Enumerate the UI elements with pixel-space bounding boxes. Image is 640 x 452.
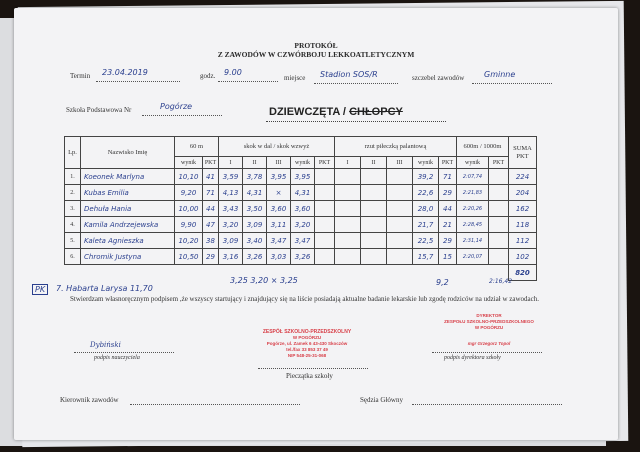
cell-j1[interactable]: 4,13 (219, 185, 243, 201)
total-sum[interactable]: 820 (509, 265, 537, 281)
cell-lp: 4. (65, 217, 81, 233)
cell-rp[interactable] (489, 185, 509, 201)
cell-t2[interactable] (361, 169, 387, 185)
cell-tw[interactable]: 39,2 (413, 169, 439, 185)
cell-t1[interactable] (335, 217, 361, 233)
col-60m: 60 m (175, 137, 219, 157)
stamp-line: mgr Grzegorz Topol (467, 341, 511, 346)
cell-sum[interactable]: 162 (509, 201, 537, 217)
cell-j2[interactable]: 4,31 (243, 185, 267, 201)
cell-r60[interactable]: 10,00 (175, 201, 203, 217)
cell-tw[interactable]: 28,0 (413, 201, 439, 217)
cell-rp[interactable] (489, 201, 509, 217)
sub-i: I (219, 157, 243, 169)
cell-p60[interactable]: 71 (203, 185, 219, 201)
cell-name[interactable]: Kubas Emilia (81, 185, 175, 201)
cell-j1[interactable]: 3,16 (219, 249, 243, 265)
cell-jp[interactable] (315, 233, 335, 249)
cell-t3[interactable] (387, 185, 413, 201)
cell-rw[interactable]: 2:20,26 (457, 201, 489, 217)
cell-r60[interactable]: 10,20 (175, 233, 203, 249)
extra-run: 2:16,42 (489, 278, 513, 285)
cell-rw[interactable]: 2:20,07 (457, 249, 489, 265)
cell-j3[interactable]: 3,11 (267, 217, 291, 233)
cell-j1[interactable]: 3,20 (219, 217, 243, 233)
sub-pkt: PKT (489, 157, 509, 169)
termin-line (96, 81, 180, 82)
cell-p60[interactable]: 41 (203, 169, 219, 185)
cell-name[interactable]: Koeonek Marlyna (81, 169, 175, 185)
cell-t1[interactable] (335, 249, 361, 265)
heading-boys-struck: CHŁOPCY (349, 106, 403, 118)
school-stamp (252, 329, 362, 359)
cell-jw[interactable]: 3,95 (291, 169, 315, 185)
cell-j3[interactable]: 3,95 (267, 169, 291, 185)
cell-r60[interactable]: 9,20 (175, 185, 203, 201)
table-row (65, 185, 537, 201)
cell-j3[interactable]: × (267, 185, 291, 201)
cell-lp: 1. (65, 169, 81, 185)
cell-t1[interactable] (335, 169, 361, 185)
cell-rw[interactable]: 2:07,74 (457, 169, 489, 185)
cell-name[interactable]: Dehuła Hania (81, 201, 175, 217)
protocol-sheet (14, 8, 618, 440)
cell-rp[interactable] (489, 217, 509, 233)
cell-sum[interactable]: 112 (509, 233, 537, 249)
col-run: 600m / 1000m (457, 137, 509, 157)
sub-iii: III (267, 157, 291, 169)
stamp-line: tel./fax 33 853 37 49 (286, 347, 328, 352)
cell-j1[interactable]: 3,59 (219, 169, 243, 185)
protocol-title: PROTOKÓŁ (294, 41, 338, 50)
szczebel-line (472, 83, 552, 84)
director-label: podpis dyrektora szkoły (444, 355, 501, 361)
cell-t3[interactable] (387, 217, 413, 233)
sub-i: I (335, 157, 361, 169)
declaration-text: Stwierdzam własnoręcznym podpisem ,że wszyscy startujący i znajdujący się na liście posiadają aktualne badanie lekarskie lub zgodę rodziców na udział w zawodach. (70, 295, 540, 303)
cell-p60[interactable]: 38 (203, 233, 219, 249)
cell-rp[interactable] (489, 233, 509, 249)
cell-t2[interactable] (361, 233, 387, 249)
sub-pkt: PKT (315, 157, 335, 169)
cell-j1[interactable]: 3,09 (219, 233, 243, 249)
cell-tp[interactable]: 21 (439, 217, 457, 233)
cell-jw[interactable]: 3,47 (291, 233, 315, 249)
sub-pkt: PKT (203, 157, 219, 169)
cell-t2[interactable] (361, 249, 387, 265)
col-lp: Lp. (65, 137, 81, 169)
cell-jp[interactable] (315, 185, 335, 201)
table-row (65, 201, 537, 217)
cell-t1[interactable] (335, 201, 361, 217)
miejsce-value[interactable]: Stadion SOS/R (320, 70, 378, 79)
miejsce-label: miejsce (284, 74, 306, 82)
cell-tp[interactable]: 44 (439, 201, 457, 217)
teacher-label: podpis nauczyciela (94, 355, 140, 361)
teacher-sig-line (74, 352, 174, 353)
col-sum: SUMA PKT (509, 137, 537, 169)
cell-jp[interactable] (315, 201, 335, 217)
table-row (65, 249, 537, 265)
col-throw: rzut piłeczką palantową (335, 137, 457, 157)
cell-lp: 3. (65, 201, 81, 217)
stamp-line: Pogórze, ul. Zamek 6 43-430 Skoczów (266, 341, 348, 346)
extra-throw: 9,2 (436, 278, 449, 287)
cell-j1[interactable]: 3,43 (219, 201, 243, 217)
category-heading (269, 106, 403, 118)
cell-name[interactable]: Chromik Justyna (81, 249, 175, 265)
cell-r60[interactable]: 10,50 (175, 249, 203, 265)
stamp-line: ZESPÓŁ SZKOLNO-PRZEDSZKOLNY (262, 329, 352, 335)
cell-lp: 2. (65, 185, 81, 201)
table-row (65, 217, 537, 233)
godz-label: godz. (200, 72, 216, 80)
szczebel-label: szczebel zawodów (412, 74, 465, 82)
cell-jw[interactable]: 3,20 (291, 217, 315, 233)
miejsce-line (314, 83, 398, 84)
stamp-line: NIP 548-25-31-068 (287, 353, 327, 358)
cell-rp[interactable] (489, 169, 509, 185)
extra-entry: 7. Habarta Larysa 11,70 (56, 284, 153, 293)
cell-p60[interactable]: 47 (203, 217, 219, 233)
results-table (64, 136, 537, 281)
cell-t2[interactable] (361, 217, 387, 233)
cell-name[interactable]: Kaleta Agnieszka (81, 233, 175, 249)
cell-sum[interactable]: 204 (509, 185, 537, 201)
table-header-row (65, 137, 537, 157)
cell-j2[interactable]: 3,50 (243, 201, 267, 217)
protocol-subtitle: Z ZAWODÓW W CZWÓRBOJU LEKKOATLETYCZNYM (217, 50, 415, 59)
col-name: Nazwisko Imię (81, 137, 175, 169)
table-row (65, 169, 537, 185)
cell-name[interactable]: Kamila Andrzejewska (81, 217, 175, 233)
total-row (65, 265, 537, 281)
cell-t3[interactable] (387, 233, 413, 249)
cell-sum[interactable]: 224 (509, 169, 537, 185)
sedzia-line (412, 404, 562, 405)
cell-r60[interactable]: 10,10 (175, 169, 203, 185)
sub-wynik: wynik (457, 157, 489, 169)
szkola-label: Szkoła Podstawowa Nr (66, 106, 132, 114)
sedzia-label: Sędzia Główny (360, 396, 403, 404)
cell-rp[interactable] (489, 249, 509, 265)
cell-lp: 6. (65, 249, 81, 265)
heading-girls: DZIEWCZĘTA / (269, 106, 346, 118)
cell-tw[interactable]: 21,7 (413, 217, 439, 233)
cell-p60[interactable]: 44 (203, 201, 219, 217)
sub-wynik: wynik (175, 157, 203, 169)
cell-tp[interactable]: 15 (439, 249, 457, 265)
sub-iii: III (387, 157, 413, 169)
stamp-line: W POGÓRZU (474, 325, 504, 330)
cell-p60[interactable]: 29 (203, 249, 219, 265)
cell-t3[interactable] (387, 169, 413, 185)
cell-rw[interactable]: 2:28,45 (457, 217, 489, 233)
table-row (65, 233, 537, 249)
cell-jp[interactable] (315, 169, 335, 185)
director-sig-line (432, 352, 542, 353)
cell-jw[interactable]: 4,31 (291, 185, 315, 201)
cell-j2[interactable]: 3,78 (243, 169, 267, 185)
cell-tw[interactable]: 22,5 (413, 233, 439, 249)
cell-j2[interactable]: 3,40 (243, 233, 267, 249)
cell-lp: 5. (65, 233, 81, 249)
cell-j2[interactable]: 3,26 (243, 249, 267, 265)
cell-t3[interactable] (387, 201, 413, 217)
cell-tw[interactable]: 22,6 (413, 185, 439, 201)
cell-t1[interactable] (335, 233, 361, 249)
cell-t1[interactable] (335, 185, 361, 201)
godz-value[interactable]: 9.00 (224, 68, 242, 77)
cell-jw[interactable]: 3,60 (291, 201, 315, 217)
cell-sum[interactable]: 118 (509, 217, 537, 233)
stamp-line-dots (258, 368, 368, 369)
cell-tp[interactable]: 29 (439, 185, 457, 201)
kierownik-label: Kierownik zawodów (60, 396, 119, 404)
extra-jumps: 3,25 3,20 × 3,25 (230, 276, 298, 285)
cell-j3[interactable]: 3,47 (267, 233, 291, 249)
termin-label: Termin (70, 72, 91, 80)
cell-jw[interactable]: 3,26 (291, 249, 315, 265)
sub-ii: II (361, 157, 387, 169)
termin-value[interactable]: 23.04.2019 (102, 68, 148, 77)
cell-rw[interactable]: 2:21,83 (457, 185, 489, 201)
cell-t2[interactable] (361, 201, 387, 217)
pk-mark: PK (32, 284, 48, 295)
heading-underline (266, 121, 446, 122)
szczebel-value[interactable]: Gminne (484, 70, 516, 79)
stamp-line: W POGÓRZU (292, 335, 322, 340)
kierownik-line (130, 404, 300, 405)
cell-r60[interactable]: 9,90 (175, 217, 203, 233)
teacher-signature: Dybiński (90, 341, 121, 349)
cell-tw[interactable]: 15,7 (413, 249, 439, 265)
col-jump: skok w dal / skok wzwyż (219, 137, 335, 157)
szkola-line (142, 115, 222, 116)
sub-wynik: wynik (413, 157, 439, 169)
cell-tp[interactable]: 29 (439, 233, 457, 249)
sub-ii: II (243, 157, 267, 169)
cell-j3[interactable]: 3,60 (267, 201, 291, 217)
godz-line (218, 81, 278, 82)
director-stamp (444, 313, 534, 347)
cell-jp[interactable] (315, 249, 335, 265)
cell-jp[interactable] (315, 217, 335, 233)
sub-pkt: PKT (439, 157, 457, 169)
stamp-line: ZESPOŁU SZKOLNO-PRZEDSZKOLNEGO (444, 319, 534, 324)
cell-j2[interactable]: 3,09 (243, 217, 267, 233)
sub-wynik: wynik (291, 157, 315, 169)
stamp-label: Pieczątka szkoły (286, 372, 333, 380)
szkola-value[interactable]: Pogórze (160, 102, 193, 111)
cell-sum[interactable]: 102 (509, 249, 537, 265)
cell-t2[interactable] (361, 185, 387, 201)
cell-t3[interactable] (387, 249, 413, 265)
cell-j3[interactable]: 3,03 (267, 249, 291, 265)
stamp-line: DYREKTOR (476, 313, 502, 318)
cell-tp[interactable]: 71 (439, 169, 457, 185)
cell-rw[interactable]: 2:31,14 (457, 233, 489, 249)
